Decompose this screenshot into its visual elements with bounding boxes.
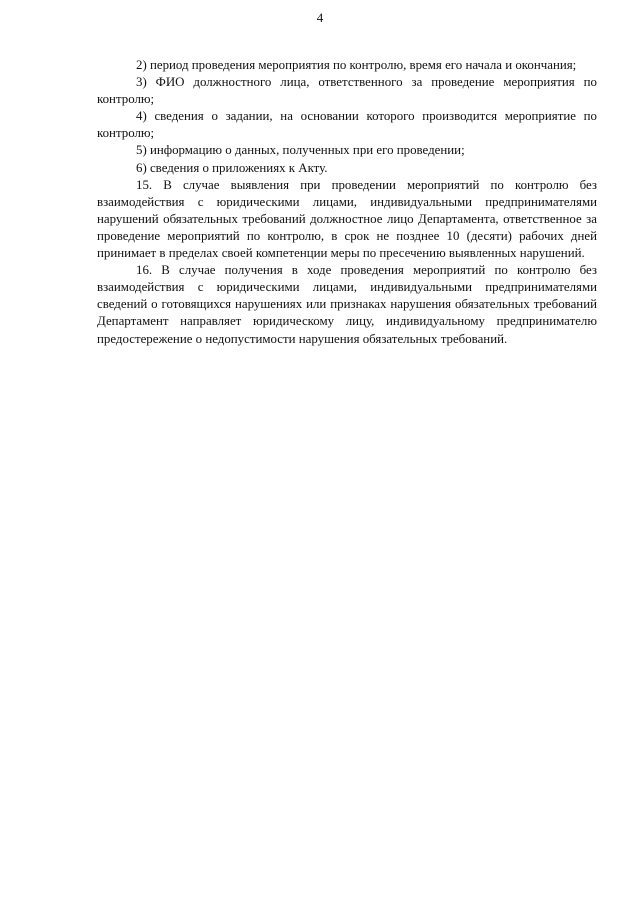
page-number: 4: [316, 10, 324, 25]
list-item-period: 2) период проведения мероприятия по контролю, время его начала и окончания;: [136, 58, 577, 72]
list-item-data-info: 5) информацию о данных, полученных при его проведении;: [136, 143, 465, 158]
list-item-attachments: 6) сведения о приложениях к Акту.: [136, 160, 328, 175]
list-item-official-name: 3) ФИО должностного лица, ответственного за проведение мероприятия по контролю;: [97, 75, 597, 107]
clause-15: 15. В случае выявления при проведении мероприятий по контролю без взаимодействия с юридическими лицами, индивидуальными предпринимателями нарушений обязательных требований должностное лицо Департамента, ответственное за проведение мероприятий по контролю, в срок не позднее 10 (десяти) рабочих дней принимает в пределах своей компетенции меры по пресечению выявленных нарушений.: [97, 177, 597, 261]
list-item-task-info: 4) сведения о задании, на основании которого производится мероприятие по контролю;: [97, 109, 597, 141]
document-body: [97, 57, 597, 348]
clause-16: 16. В случае получения в ходе проведения мероприятий по контролю без взаимодействия с юридическими лицами, индивидуальными предпринимателями сведений о готовящихся нарушениях или признаках нарушения обязательных требований Департамент направляет юридическому лицу, индивидуальному предпринимателю предостережение о недопустимости нарушения обязательных требований.: [97, 263, 597, 346]
